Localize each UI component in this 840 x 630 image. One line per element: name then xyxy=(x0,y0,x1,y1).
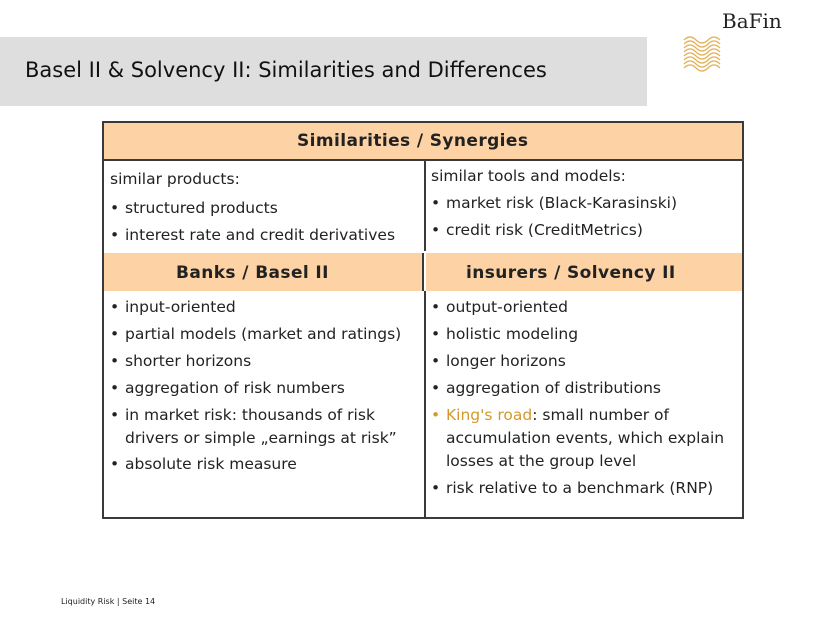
logo-text: BaFin xyxy=(722,9,782,33)
kings-road-label: King's road xyxy=(446,406,533,424)
bullet-icon: • xyxy=(431,298,441,316)
bullet-icon: • xyxy=(431,352,441,370)
similarities-header: Similarities / Synergies xyxy=(297,131,529,151)
similar-products-heading: similar products: xyxy=(110,170,240,188)
list-item: • partial models (market and ratings) xyxy=(110,323,416,346)
list-item: • aggregation of distributions xyxy=(431,377,737,400)
list-item: • shorter horizons xyxy=(110,350,416,373)
bullet-icon: • xyxy=(110,455,120,473)
list-item: • absolute risk measure xyxy=(110,453,416,476)
bullet-icon: • xyxy=(110,379,120,397)
bullet-icon: • xyxy=(431,406,441,424)
list-item: • risk relative to a benchmark (RNP) xyxy=(431,477,737,500)
list-item: • in market risk: thousands of risk drivers or simple „earnings at risk” xyxy=(110,406,397,447)
list-item: • longer horizons xyxy=(431,350,737,373)
list-item: • King's road: small number of accumulation events, which explain losses at the group level xyxy=(431,406,725,470)
bullet-icon: • xyxy=(110,325,120,343)
column-divider-top xyxy=(424,159,426,251)
bullet-icon: • xyxy=(431,325,441,343)
insurers-header: insurers / Solvency II xyxy=(466,263,676,283)
bullet-icon: • xyxy=(110,199,120,217)
list-item: • credit risk (CreditMetrics) xyxy=(431,219,731,242)
page-footer: Liquidity Risk | Seite 14 xyxy=(61,597,156,606)
banks-header-band xyxy=(104,253,424,291)
column-divider-bottom xyxy=(424,291,426,519)
list-item: • interest rate and credit derivatives xyxy=(110,224,410,247)
bullet-icon: • xyxy=(110,352,120,370)
bullet-icon: • xyxy=(431,379,441,397)
list-item: • input-oriented xyxy=(110,296,416,319)
title-band xyxy=(0,37,647,106)
list-item: • output-oriented xyxy=(431,296,737,319)
bullet-icon: • xyxy=(110,298,120,316)
bullet-icon: • xyxy=(431,194,441,212)
list-item: • aggregation of risk numbers xyxy=(110,377,416,400)
bullet-icon: • xyxy=(431,479,441,497)
list-item: • structured products xyxy=(110,197,410,220)
bullet-icon: • xyxy=(110,226,120,244)
list-item: • holistic modeling xyxy=(431,323,737,346)
similar-tools-heading: similar tools and models: xyxy=(431,167,626,185)
comparison-table xyxy=(102,121,744,519)
bullet-icon: • xyxy=(431,221,441,239)
list-item: • market risk (Black-Karasinski) xyxy=(431,192,731,215)
bullet-icon: • xyxy=(110,406,120,424)
banks-header: Banks / Basel II xyxy=(176,263,329,283)
similarities-header-band xyxy=(104,123,742,161)
page-title: Basel II & Solvency II: Similarities and Differences xyxy=(25,58,547,82)
insurers-header-band xyxy=(426,253,742,291)
